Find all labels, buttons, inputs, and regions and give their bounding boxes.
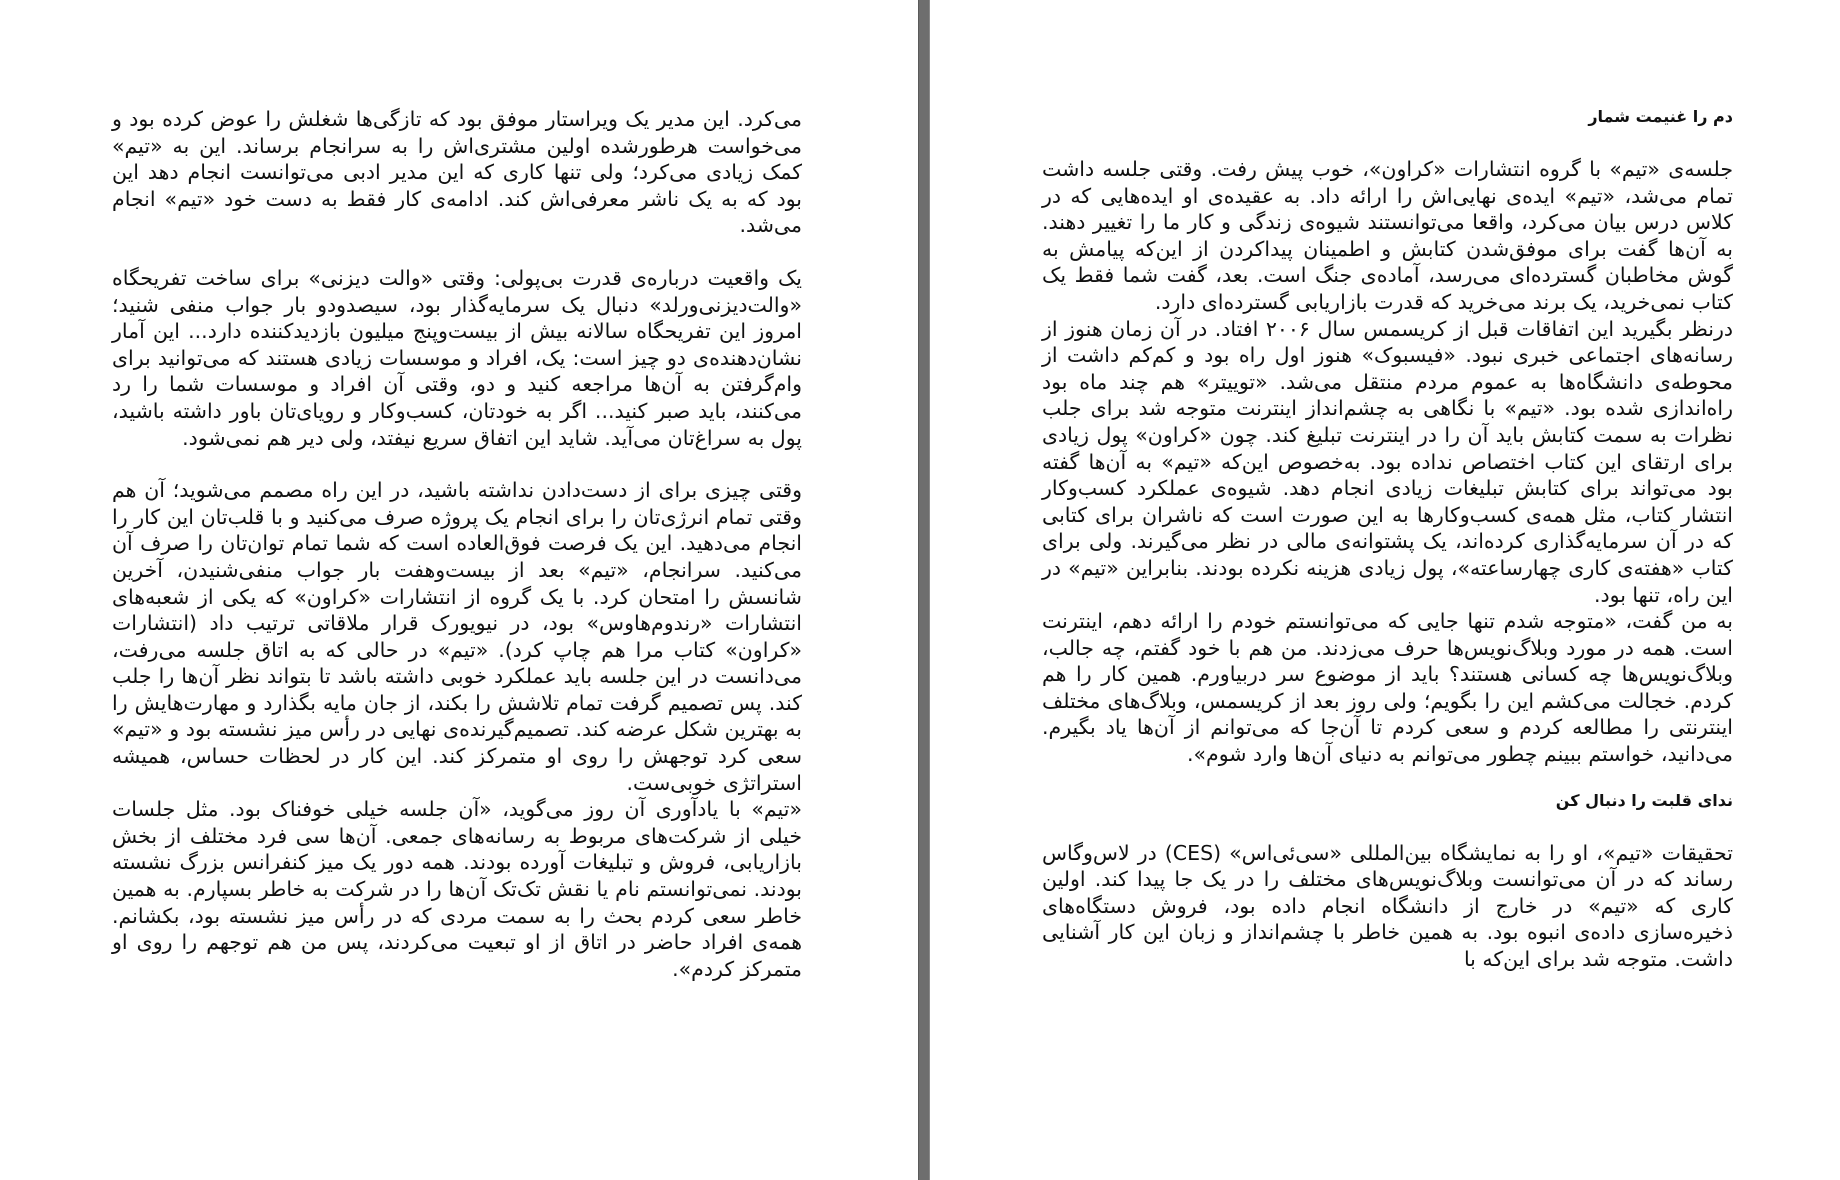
right-page-text (1042, 104, 1733, 973)
right-paragraph-2: درنظر بگیرید این اتفاقات قبل از کریسمس سال ۲۰۰۶ افتاد. در آن زمان هنوز از رسانه‌های اجتماعی خبری نبود. «فیسبوک» هنوز اول راه بود و کم‌کم داشت از محوطه‌ی دانشگاه‌ها به عموم مردم منتقل می‌شد. «توییتر» هم چند ماه بود راه‌اندازی شده بود. «تیم» با نگاهی به چشم‌انداز اینترنت متوجه شد برای جلب نظرات به سمت کتابش باید آن را در اینترنت تبلیغ کند. چون «کراون» پول زیادی برای ارتقای این کتاب اختصاص نداده بود. به‌خصوص این‌که «تیم» به آن‌ها گفته بود می‌تواند برای کتابش تبلیغات زیادی انجام دهد. شیوه‌ی عملکرد کسب‌وکار انتشار کتاب، مثل همه‌ی کسب‌وکارها به این صورت است که ناشران برای کتابی که در آن سرمایه‌گذاری کرده‌اند، یک پشتوانه‌ی مالی در نظر می‌گیرند. ولی برای کتاب «هفته‌ی کاری چهارساعته»، پول زیادی هزینه نکرده بودند. بنابراین «تیم» در این راه، تنها بود. (1042, 316, 1733, 607)
left-paragraph-3: وقتی چیزی برای از دست‌دادن نداشته باشید، در این راه مصمم می‌شوید؛ آن هم وقتی تمام انرژی‌تان را برای انجام یک پروژه صرف می‌کنید و با قلب‌تان این کار را انجام می‌دهید. این یک فرصت فوق‌العاده است که شما تمام توان‌تان را صرف آن می‌کنید. سرانجام، «تیم» بعد از بیست‌وهفت بار جواب منفی‌شنیدن، آخرین شانسش را امتحان کرد. با یک گروه از انتشارات «کراون» که یکی از شعبه‌های انتشارات «رندوم‌هاوس» بود، در نیویورک قرار ملاقاتی ترتیب داد (انتشارات «کراون» کتاب مرا هم چاپ کرد). «تیم» در حالی که به اتاق جلسه می‌رفت، می‌دانست در این جلسه باید عملکرد خوبی داشته باشد تا بتواند نظر آن‌ها را جلب کند. پس تصمیم گرفت تمام تلاشش را بکند، از جان مایه بگذارد و مهارت‌هایش را به بهترین شکل عرضه کند. تصمیم‌گیرنده‌ی نهایی در رأس میز نشسته بود و «تیم» سعی کرد توجهش را روی او متمرکز کند. این کار در لحظات حساس، همیشه استراتژی خوبی‌ست. (112, 478, 802, 795)
left-paragraph-4: «تیم» با یادآوری آن روز می‌گوید، «آن جلسه خیلی خوفناک بود. مثل جلسات خیلی از شرکت‌های مربوط به رسانه‌های جمعی. آن‌ها سی فرد مختلف از بخش بازاریابی، فروش و تبلیغات آورده بودند. همه دور یک میز کنفرانس بزرگ نشسته بودند. نمی‌توانستم نام یا نقش تک‌تک آن‌ها را در شرکت به خاطر بسپارم. به همین خاطر سعی کردم بحث را به سمت مردی که در رأس میز نشسته بود، بکشانم. همه‌ی افراد حاضر در اتاق از او تبعیت می‌کردند، پس من هم توجهم را روی او متمرکز کردم». (112, 797, 802, 981)
right-paragraph-4: تحقیقات «تیم»، او را به نمایشگاه بین‌المللی «سی‌ئی‌اس» (CES) در لاس‌وگاس رساند که در آن می‌توانست وبلاگ‌نویس‌های مختلف را در یک جا پیدا کند. اولین کاری که «تیم» در خارج از دانشگاه انجام داده بود، فروش دستگاه‌های ذخیره‌سازی داده‌ی انبوه بود. به همین خاطر با چشم‌انداز و زبان این کار آشنایی داشت. متوجه شد برای این‌که با (1042, 840, 1733, 972)
right-paragraph-3: به من گفت، «متوجه شدم تنها جایی که می‌توانستم خودم را ارائه دهم، اینترنت است. همه در مورد وبلاگ‌نویس‌ها حرف می‌زدند. من هم با خود گفتم، چه جالب، وبلاگ‌نویس‌ها چه کسانی هستند؟ باید از موضوع سر دربیاورم. همین کار را هم کردم. خجالت می‌کشم این را بگویم؛ ولی روز بعد از کریسمس، وبلاگ‌های مختلف اینترنتی را مطالعه کردم و سعی کردم تا آن‌جا که می‌توانم از آن‌ها یاد بگیرم. می‌دانید، خواستم ببینم چطور می‌توانم به دنیای آن‌ها وارد شوم». (1042, 609, 1733, 767)
book-gutter (918, 0, 930, 1180)
right-paragraph-1: جلسه‌ی «تیم» با گروه انتشارات «کراون»، خوب پیش رفت. وقتی جلسه داشت تمام می‌شد، «تیم» ایده‌ی نهایی‌اش را ارائه داد. به عقیده‌ی او ایده‌هایی که در کلاس درس بیان می‌کرد، واقعا می‌توانستند شیوه‌ی زندگی و کار ما را تغییر دهند. به آن‌ها گفت برای موفق‌شدن کتابش و اطمینان پیداکردن از این‌که پیامش به گوش مخاطبان گسترده‌ای می‌رسد، آماده‌ی جنگ است. بعد، گفت شما فقط یک کتاب نمی‌خرید، یک برند می‌خرید که قدرت بازاریابی گسترده‌ای دارد. (1042, 157, 1733, 314)
left-page-text (112, 106, 802, 982)
section-heading-1: دم را غنیمت شمار (1588, 107, 1733, 126)
left-paragraph-1: می‌کرد. این مدیر یک ویراستار موفق بود که تازگی‌ها شغلش را عوض کرده بود و می‌خواست هرطورشده اولین مشتری‌اش را به سرانجام برساند. این به «تیم» کمک زیادی می‌کرد؛ ولی تنها کاری که این مدیر ادبی می‌توانست انجام دهد این بود که به یک ناشر معرفی‌اش کند. ادامه‌ی کار فقط به دست خود «تیم» انجام می‌شد. (112, 107, 802, 238)
left-paragraph-2: یک واقعیت درباره‌ی قدرت بی‌پولی: وقتی «والت دیزنی» برای ساخت تفریحگاه «والت‌دیزنی‌ورلد» دنبال یک سرمایه‌گذار بود، سیصدودو بار جواب منفی شنید؛ امروز این تفریحگاه سالانه بیش از بیست‌وپنج میلیون بازدیدکننده دارد... این آمار نشان‌دهنده‌ی دو چیز است: یک، افراد و موسسات زیادی هستند که می‌توانید برای وام‌گرفتن به آن‌ها مراجعه کنید و دو، وقتی آن افراد و موسسات شما را رد می‌کنند، باید صبر کنید... اگر به خودتان، کسب‌وکار و رویای‌تان باور داشته باشید، پول به سراغ‌تان می‌آید. شاید این اتفاق سریع نیفتد، ولی دیر هم نمی‌شود. (112, 265, 802, 450)
right-page (930, 0, 1840, 1180)
left-page (0, 0, 918, 1180)
section-heading-2: ندای قلبت را دنبال کن (1555, 790, 1733, 810)
